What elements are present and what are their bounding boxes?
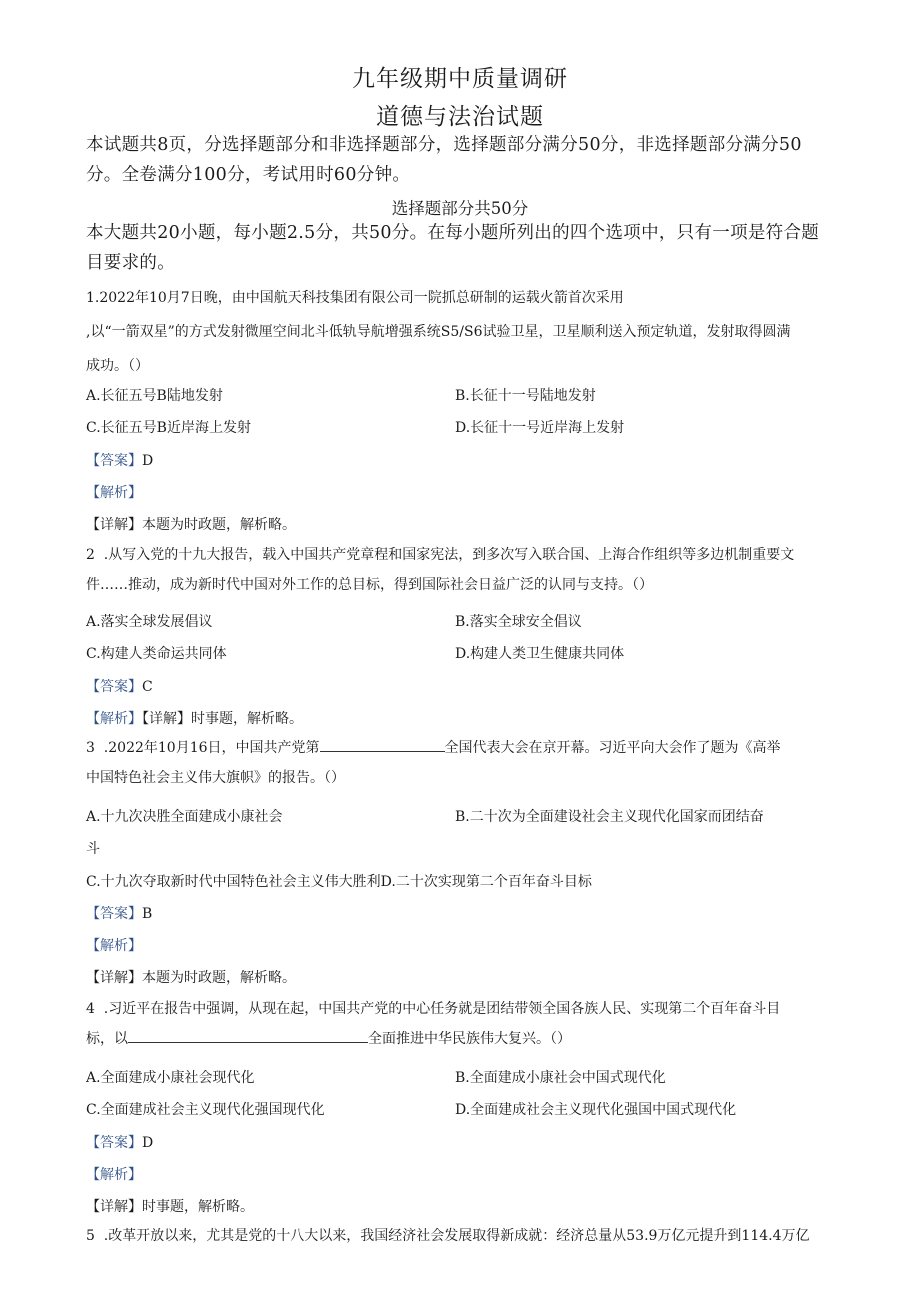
question-1-analysis [86, 482, 142, 502]
section-title: 选择题部分共50分 [391, 199, 529, 218]
question-2-option-d: D.构建人类卫生健康共同体 [455, 646, 625, 662]
analysis-label: 【解析】 [86, 711, 142, 727]
question-4-option-c: C.全面建成社会主义现代化强国现代化 [86, 1102, 325, 1118]
question-4-analysis [86, 1164, 142, 1184]
detail-label: 【详解】 [86, 970, 142, 986]
answer-label: 【答案】 [86, 906, 142, 922]
question-3-options-c-d: C.十九次夺取新时代中国特色社会主义伟大胜利D.二十次实现第二个百年奋斗目标 [86, 874, 592, 890]
question-1-answer: 【答案】D [86, 453, 154, 469]
question-1-detail: 【详解】本题为时政题，解析略。 [86, 517, 296, 533]
question-4-option-a: A.全面建成小康社会现代化 [86, 1070, 255, 1086]
analysis-label: 【解析】 [86, 485, 142, 501]
question-2-analysis: 【解析】【详解】时事题，解析略。 [86, 711, 303, 727]
question-4-detail: 【详解】时事题，解析略。 [86, 1199, 254, 1215]
exam-title: 九年级期中质量调研 [352, 66, 568, 92]
question-3-detail: 【详解】本题为时政题，解析略。 [86, 970, 296, 986]
subject-title: 道德与法治试题 [376, 104, 544, 130]
answer-label: 【答案】 [86, 453, 142, 469]
question-3-analysis [86, 935, 142, 955]
question-4-answer: 【答案】D [86, 1135, 154, 1151]
answer-label: 【答案】 [86, 679, 142, 695]
question-2-stem: 2 .从写入党的十九大报告，载入中国共产党章程和国家宪法，到多次写入联合国、上海合作组织等多边机制重要文 件……推动，成为新时代中国对外工作的总目标，得到国际社会日益广泛的认同与支持。（） [86, 547, 795, 593]
question-2-option-a: A.落实全球发展倡议 [86, 614, 213, 630]
detail-label: 【详解】 [86, 1199, 142, 1215]
question-4-option-d: D.全面建成社会主义现代化强国中国式现代化 [455, 1102, 737, 1118]
question-1-option-b: B.长征十一号陆地发射 [455, 388, 596, 404]
detail-label: 【详解】 [142, 711, 191, 727]
question-3-stem: 3 .2022年10月16日，中国共产党第 全国代表大会在京开幕。习近平向大会作了题为《高举 中国特色社会主义伟大旗帜》的报告。（） [86, 740, 781, 786]
section-description: 本大题共20小题，每小题2.5分，共50分。在每小题所列出的四个选项中，只有一项是符合题 目要求的。 [86, 223, 820, 273]
answer-label: 【答案】 [86, 1135, 142, 1151]
question-1-option-d: D.长征十一号近岸海上发射 [455, 420, 625, 436]
question-4-stem: 4 .习近平在报告中强调，从现在起，中国共产党的中心任务就是团结带领全国各族人民、实现第二个百年奋斗目 标，以 全面推进中华民族伟大复兴。（） [86, 1001, 781, 1047]
question-2-answer: 【答案】C [86, 679, 153, 695]
fill-in-blank [128, 1030, 368, 1043]
question-1-option-c: C.长征五号B近岸海上发射 [86, 420, 251, 436]
question-4-option-b: B.全面建成小康社会中国式现代化 [455, 1070, 666, 1086]
exam-instructions: 本试题共8页，分选择题部分和非选择题部分，选择题部分满分50分，非选择题部分满分50 分。全卷满分100分，考试用时60分钟。 [86, 135, 802, 185]
question-1-stem: 1.2022年10月7日晚，由中国航天科技集团有限公司一院抓总研制的运载火箭首次采用 ,以“一箭双星”的方式发射微厘空间北斗低轨导航增强系统S5/S6试验卫星，卫星顺利送入预定轨道，发射取得圆满 成功。（） [86, 290, 791, 374]
question-2-option-c: C.构建人类命运共同体 [86, 646, 227, 662]
question-5-stem: 5 .改革开放以来，尤其是党的十八大以来，我国经济社会发展取得新成就：经济总量从53.9万亿元提升到114.4万亿 [86, 1228, 810, 1244]
question-3-answer: 【答案】B [86, 906, 153, 922]
detail-label: 【详解】 [86, 517, 142, 533]
question-3-option-b-continued: 斗 [86, 841, 100, 857]
question-3-option-b: B.二十次为全面建设社会主义现代化国家而团结奋 [455, 809, 764, 825]
question-2-option-b: B.落实全球安全倡议 [455, 614, 582, 630]
question-1-option-a: A.长征五号B陆地发射 [86, 388, 223, 404]
question-3-option-a: A.十九次决胜全面建成小康社会 [86, 809, 283, 825]
analysis-label: 【解析】 [86, 938, 142, 954]
analysis-label: 【解析】 [86, 1167, 142, 1183]
fill-in-blank [320, 739, 445, 752]
